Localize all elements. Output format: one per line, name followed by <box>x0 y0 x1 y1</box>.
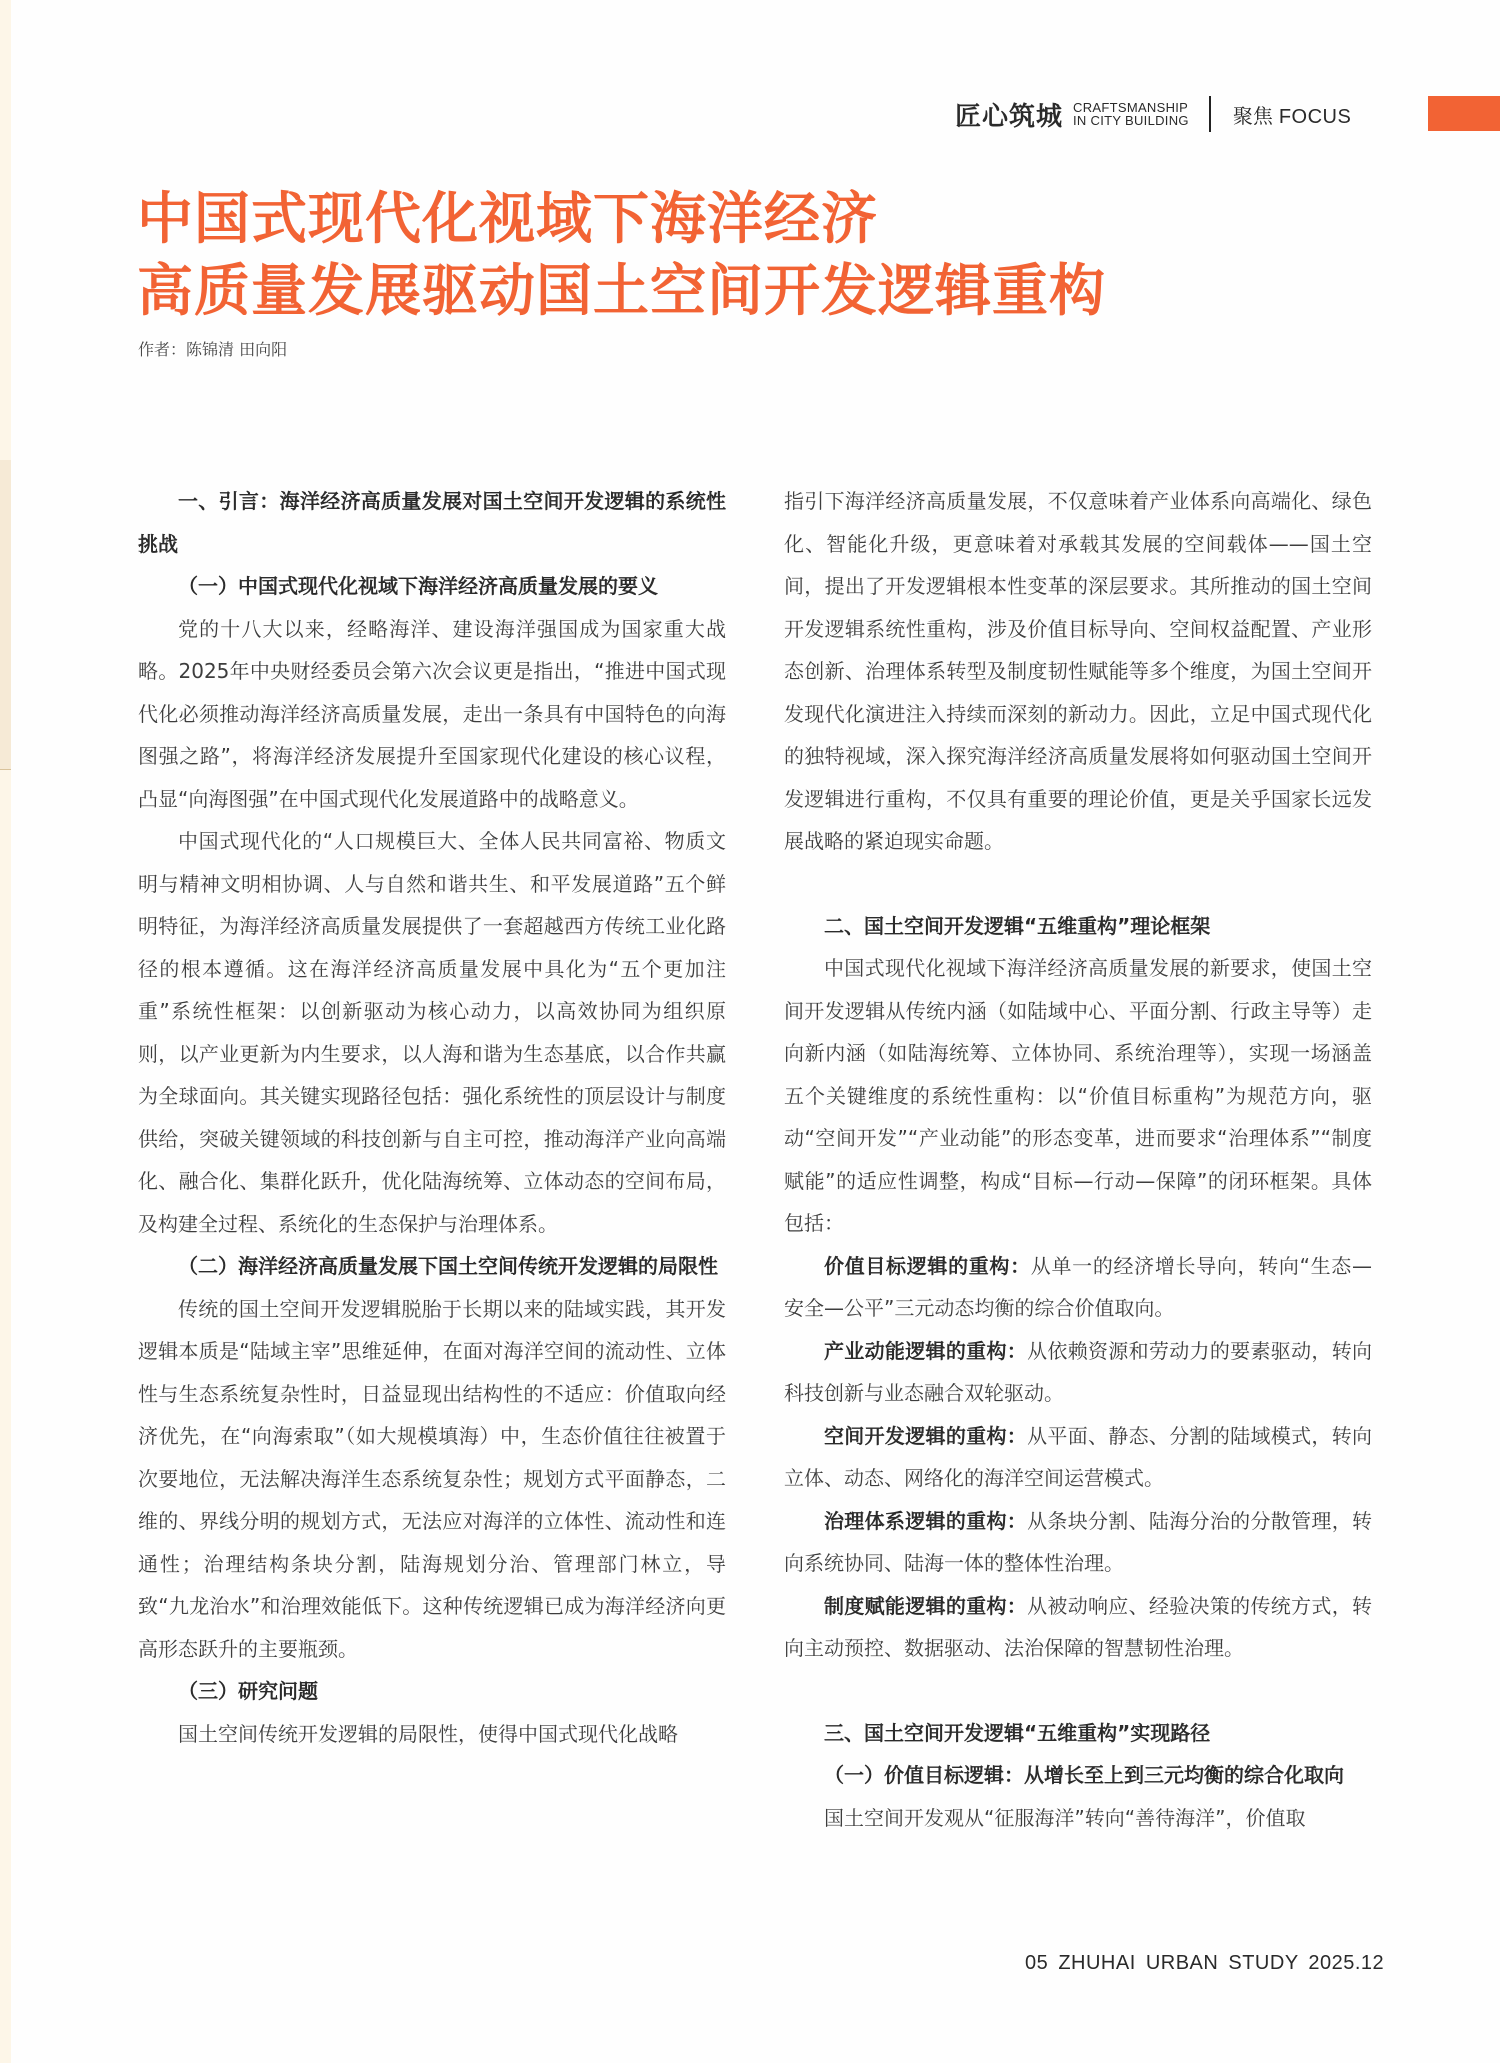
item-lead: 价值目标逻辑的重构： <box>824 1253 1031 1278</box>
body-paragraph: 指引下海洋经济高质量发展，不仅意味着产业体系向高端化、绿色化、智能化升级，更意味着对承载其发展的空间载体——国土空间，提出了开发逻辑根本性变革的深层要求。其所推动的国土空间开发逻辑系统性重构，涉及价值目标导向、空间权益配置、产业形态创新、治理体系转型及制度韧性赋能等多个维度，为国土空间开发现代化演进注入持续而深刻的新动力。因此，立足中国式现代化的独特视域，深入探究海洋经济高质量发展将如何驱动国土空间开发逻辑进行重构，不仅具有重要的理论价值，更是关乎国家长远发展战略的紧迫现实命题。 <box>784 489 1372 853</box>
article-title <box>137 184 1106 328</box>
issue-date: 2025.12 <box>1308 1952 1385 1974</box>
body-paragraph: 国土空间传统开发逻辑的局限性，使得中国式现代化战略 <box>178 1721 678 1746</box>
brand-en-line1: CRAFTSMANSHIP <box>1073 100 1189 115</box>
page-number: 05 <box>1025 1952 1049 1974</box>
page-edge-strip <box>0 0 11 2063</box>
page-header <box>955 96 1351 132</box>
body-paragraph: 中国式现代化的“人口规模巨大、全体人民共同富裕、物质文明与精神文明相协调、人与自然和谐共生、和平发展道路”五个鲜明特征，为海洋经济高质量发展提供了一套超越西方传统工业化路径的根本遵循。这在海洋经济高质量发展中具化为“五个更加注重”系统性框架：以创新驱动为核心动力，以高效协同为组织原则，以产业更新为内生要求，以人海和谐为生态基底，以合作共赢为全球面向。其关键实现路径包括：强化系统性的顶层设计与制度供给，突破关键领域的科技创新与自主可控，推动海洋产业向高端化、融合化、集群化跃升，优化陆海统筹、立体动态的空间布局，及构建全过程、系统化的生态保护与治理体系。 <box>138 829 726 1236</box>
item-text: 从平面、静态、分割的陆域模式，转向立体、动态、网络化的海洋空间运营模式。 <box>784 1423 1373 1490</box>
page-edge-tint <box>0 460 11 770</box>
item-text: 从单一的经济增长导向，转向“生态—安全—公平”三元动态均衡的综合价值取向。 <box>784 1253 1372 1320</box>
right-column <box>784 480 1372 1839</box>
section-label <box>1233 100 1352 129</box>
article-authors: 作者：陈锦清 田向阳 <box>138 340 288 359</box>
title-line-2: 高质量发展驱动国土空间开发逻辑重构 <box>137 259 1106 324</box>
body-paragraph: 党的十八大以来，经略海洋、建设海洋强国成为国家重大战略。2025年中央财经委员会第六次会议更是指出，“推进中国式现代化必须推动海洋经济高质量发展，走出一条具有中国特色的向海图强之路”，将海洋经济发展提升至国家现代化建设的核心议程，凸显“向海图强”在中国式现代化发展道路中的战略意义。 <box>138 616 726 811</box>
reconstruction-item <box>784 1245 1372 1330</box>
section-heading-1: 一、引言：海洋经济高质量发展对国土空间开发逻辑的系统性挑战 <box>138 489 726 556</box>
section-heading-2: 二、国土空间开发逻辑“五维重构”理论框架 <box>824 913 1211 938</box>
reconstruction-item <box>784 1415 1372 1500</box>
subsection-heading-1-1: （一）中国式现代化视域下海洋经济高质量发展的要义 <box>178 574 658 598</box>
column-brand-en <box>1073 101 1189 127</box>
left-column <box>138 480 726 1755</box>
page-footer <box>1025 1952 1384 1975</box>
column-brand-cn: 匠心筑城 <box>955 101 1064 132</box>
section-color-tab <box>1428 96 1500 131</box>
reconstruction-item <box>784 1585 1372 1670</box>
subsection-heading-3-1: （一）价值目标逻辑：从增长至上到三元均衡的综合化取向 <box>824 1763 1344 1787</box>
subsection-heading-1-3: （三）研究问题 <box>178 1679 318 1703</box>
section-label-cn: 聚焦 <box>1232 103 1273 128</box>
reconstruction-item <box>784 1330 1372 1415</box>
item-lead: 产业动能逻辑的重构： <box>824 1338 1028 1363</box>
item-text: 从依赖资源和劳动力的要素驱动，转向科技创新与业态融合双轮驱动。 <box>784 1338 1373 1405</box>
title-line-1: 中国式现代化视域下海洋经济 <box>137 187 878 252</box>
section-heading-3: 三、国土空间开发逻辑“五维重构”实现路径 <box>824 1720 1211 1745</box>
body-paragraph: 传统的国土空间开发逻辑脱胎于长期以来的陆域实践，其开发逻辑本质是“陆域主宰”思维延伸，在面对海洋空间的流动性、立体性与生态系统复杂性时，日益显现出结构性的不适应：价值取向经济优先，在“向海索取”（如大规模填海）中，生态价值往往被置于次要地位，无法解决海洋生态系统复杂性；规划方式平面静态，二维的、界线分明的规划方式，无法应对海洋的立体性、流动性和连通性；治理结构条块分割，陆海规划分治、管理部门林立，导致“九龙治水”和治理效能低下。这种传统逻辑已成为海洋经济向更高形态跃升的主要瓶颈。 <box>138 1296 726 1661</box>
publication-name: ZHUHAI URBAN STUDY <box>1058 1952 1299 1974</box>
item-lead: 空间开发逻辑的重构： <box>824 1423 1028 1448</box>
section-label-en: FOCUS <box>1278 105 1352 128</box>
item-lead: 治理体系逻辑的重构： <box>824 1508 1028 1533</box>
item-text: 从条块分割、陆海分治的分散管理，转向系统协同、陆海一体的整体性治理。 <box>784 1508 1373 1575</box>
item-lead: 制度赋能逻辑的重构： <box>824 1593 1028 1618</box>
body-paragraph: 中国式现代化视域下海洋经济高质量发展的新要求，使国土空间开发逻辑从传统内涵（如陆域中心、平面分割、行政主导等）走向新内涵（如陆海统筹、立体协同、系统治理等），实现一场涵盖五个关键维度的系统性重构：以“价值目标重构”为规范方向，驱动“空间开发”“产业动能”的形态变革，进而要求“治理体系”“制度赋能”的适应性调整，构成“目标—行动—保障”的闭环框架。具体包括： <box>784 956 1372 1235</box>
subsection-heading-1-2: （二）海洋经济高质量发展下国土空间传统开发逻辑的局限性 <box>178 1254 718 1278</box>
brand-en-line2: IN CITY BUILDING <box>1073 113 1189 128</box>
header-divider <box>1209 96 1211 132</box>
body-paragraph: 国土空间开发观从“征服海洋”转向“善待海洋”，价值取 <box>824 1805 1306 1830</box>
reconstruction-item <box>784 1500 1372 1585</box>
item-text: 从被动响应、经验决策的传统方式，转向主动预控、数据驱动、法治保障的智慧韧性治理。 <box>784 1593 1373 1660</box>
